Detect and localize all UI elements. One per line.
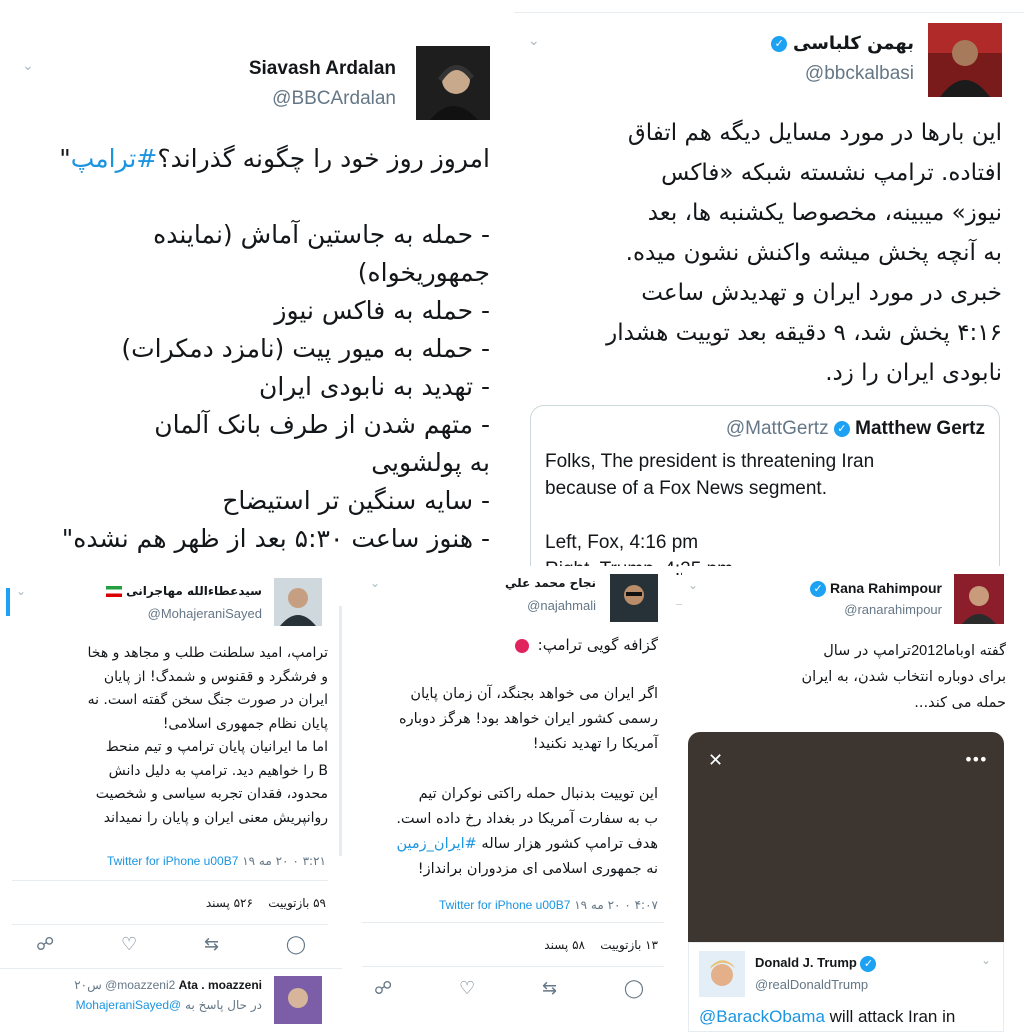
quote-line: Left, Fox, 4:16 pm (545, 532, 699, 553)
tweet-line: - متهم شدن از طرف بانک آلمان (154, 410, 490, 439)
tweet-line: نه جمهوری اسلامی ای مزدوران برانداز! (417, 861, 658, 877)
tweet-text (8, 642, 328, 830)
author-name-row (106, 584, 262, 598)
tweet-line: - حمله به جاستین آماش (نماینده (153, 220, 490, 249)
chevron-down-icon[interactable]: ⌄ (688, 578, 699, 592)
tweet-rana (682, 566, 1024, 1024)
tweet-line: نابودی ایران را زد. (825, 360, 1002, 386)
author-handle[interactable]: @BBCArdalan (272, 88, 396, 109)
like-icon[interactable]: ♡ (121, 934, 138, 955)
tweet-line: به آنچه پخش میشه واکنش نشون میده. (625, 240, 1002, 266)
hashtag-trump[interactable]: #ترامپ (70, 144, 158, 173)
tweet-line: روانپریش معنی ایران و پایان را نمیداند (103, 809, 328, 826)
tweet-stats (206, 896, 326, 910)
replying-to-row (76, 998, 262, 1012)
tweet-line: - تهدید به نابودی ایران (258, 372, 490, 401)
tweet-line: - هنوز ساعت ۵:۳۰ بعد از ظهر هم نشده" (61, 524, 490, 553)
quote-line: Folks, The president is threatening Iran (545, 451, 875, 472)
avatar[interactable] (416, 46, 490, 120)
tweet-time: ۴:۰۷ ۰ ۲۰ مه ۱۹ (574, 898, 658, 912)
more-icon[interactable]: ••• (963, 750, 986, 769)
embedded-tweet[interactable] (688, 942, 1004, 1032)
verified-badge-icon: ✓ (771, 36, 787, 52)
tweet-line: ۴:۱۶ پخش شد، ۹ دقیقه بعد توییت هشدار (606, 320, 1002, 346)
author-handle[interactable]: @najahmali (527, 598, 596, 613)
embed-name[interactable]: Donald J. Trump (755, 955, 857, 970)
video-player[interactable] (688, 732, 1004, 942)
embed-handle[interactable]: @realDonaldTrump (755, 977, 869, 992)
embed-text-rest: will attack Iran in (824, 1007, 956, 1026)
hashtag-iran-zamin[interactable]: #ایران_زمین (396, 836, 477, 852)
tweet-text (10, 140, 490, 558)
reply-handle[interactable]: @moazzeni2 (105, 978, 176, 992)
share-icon[interactable]: ☍ (36, 934, 55, 955)
tweet-line: ترامپ، امید سلطنت طلب و مجاهد و هخا (87, 645, 328, 661)
reply-icon[interactable]: ◯ (623, 978, 644, 999)
tweet-line: حمله می کند... (914, 695, 1006, 711)
tweet-line: پایان نظام جمهوری اسلامی! (162, 715, 328, 732)
tweet-mohajerani (0, 566, 342, 1024)
author-name-row (771, 33, 914, 54)
embed-mention[interactable]: @BarackObama (699, 1007, 825, 1026)
tweet-line: ب به سفارت آمریکا در بغداد رخ داده است. (396, 811, 658, 827)
chevron-down-icon[interactable]: ⌄ (16, 584, 27, 598)
like-count[interactable]: ۵۸ پسند (544, 938, 585, 952)
tweet-line-part: ترامپ در سال (823, 643, 912, 659)
tweet-line: و فرشگرد و ققنوس و شمدگ! از پایان (103, 668, 328, 685)
divider (362, 966, 664, 967)
chevron-down-icon[interactable]: ⌄ (528, 33, 540, 49)
tweet-najah (352, 566, 676, 1024)
avatar[interactable] (274, 578, 322, 626)
action-bar (36, 934, 306, 955)
tweet-heading (515, 636, 658, 654)
quote-author-row (726, 418, 985, 440)
tweet-line: محدود، فقدان تجربه سیاسی و شخصیت (95, 786, 328, 802)
heading-text: گزافه گویی ترامپ: (537, 636, 658, 654)
tweet-siavash (0, 24, 512, 558)
replying-to-label: در حال پاسخ به (185, 998, 262, 1012)
tweet-line: - حمله به فاکس نیوز (274, 296, 490, 325)
tweet-line: اگر ایران می خواهد بجنگد، آن زمان پایان (410, 686, 658, 702)
tweet-text (686, 638, 1006, 716)
avatar[interactable] (610, 574, 658, 622)
retweet-count[interactable]: ۵۹ بازتوییت (268, 896, 326, 910)
quote-line: because of a Fox News segment. (545, 478, 827, 499)
tweet-line: برای دوباره انتخاب شدن، به ایران (801, 669, 1006, 685)
tweet-line: - حمله به میور پیت (نامزد دمکرات) (121, 334, 490, 363)
tweet-stats (544, 938, 658, 952)
avatar[interactable] (928, 23, 1002, 97)
divider (362, 922, 664, 923)
chevron-down-icon[interactable]: ⌄ (370, 576, 381, 590)
like-count[interactable]: ۵۲۶ پسند (205, 896, 253, 910)
tweet-first-line: امروز روز خود را چگونه گذراند؟ (157, 144, 490, 173)
author-name-row (810, 580, 942, 597)
thread-indicator (6, 588, 10, 616)
retweet-icon[interactable]: ⇆ (541, 978, 558, 999)
reply-name[interactable]: Ata . moazzeni (178, 978, 262, 992)
tweet-source[interactable]: Twitter for iPhone u00B7 (106, 854, 239, 868)
like-icon[interactable]: ♡ (459, 978, 476, 999)
reply-author-row (74, 978, 262, 992)
replying-to-handle[interactable]: @MohajeraniSayed (75, 998, 182, 1012)
tweet-line: نیوز» میبینه، مخصوصا یکشنبه ها، بعد (647, 200, 1002, 226)
author-name[interactable]: سیدعطاءالله مهاجرانی (126, 584, 262, 598)
tweet-time: ۳:۲۱ ۰ ۲۰ مه ۱۹ (242, 854, 326, 868)
divider (0, 968, 342, 969)
verified-badge-icon: ✓ (834, 421, 850, 437)
tweet-line: هدف ترامپ کشور هزار ساله (476, 836, 658, 852)
tweet-text (522, 113, 1002, 393)
tweet-source[interactable]: Twitter for iPhone u00B7 (438, 898, 571, 912)
tweet-line: به پولشویی (371, 448, 490, 477)
action-bar (374, 978, 644, 999)
tweet-line: این توییت بدنبال حمله راکتی نوکران تیم (418, 786, 658, 802)
close-icon[interactable]: ✕ (708, 750, 724, 771)
quote-text (545, 448, 874, 583)
author-handle[interactable]: @MohajeraniSayed (147, 606, 262, 621)
tweet-line: رسمی کشور ایران خواهد بود! هرگز دوباره (399, 711, 658, 727)
tweet-line: جمهوریخواه) (357, 258, 490, 287)
tweet-line: خبری در مورد ایران و تهدیدش ساعت (641, 280, 1002, 306)
tweet-meta (439, 898, 658, 912)
chevron-down-icon[interactable]: ⌄ (980, 953, 991, 967)
tweet-line: ایران در صورت جنگ سخن گفته است. نه (87, 692, 328, 708)
panel-divider (339, 606, 342, 856)
author-handle[interactable]: @bbckalbasi (804, 63, 914, 84)
verified-badge-icon: ✓ (860, 956, 876, 972)
tweet-meta (107, 854, 326, 868)
author-handle[interactable]: @ranarahimpour (844, 602, 942, 617)
tweet-line: آمریکا را تهدید نکنید! (532, 736, 658, 752)
divider (12, 924, 328, 925)
quote-handle[interactable]: @MattGertz (725, 418, 829, 439)
tweet-line-part: گفته اوباما (943, 643, 1006, 659)
reply-icon[interactable]: ◯ (285, 934, 306, 955)
reply-avatar[interactable] (274, 976, 322, 1024)
retweet-icon[interactable]: ⇆ (203, 934, 220, 955)
tweet-year: 2012 (911, 643, 944, 659)
avatar[interactable] (954, 574, 1004, 624)
chevron-down-icon[interactable]: ⌄ (22, 58, 34, 74)
embed-avatar[interactable] (699, 951, 745, 997)
share-icon[interactable]: ☍ (374, 978, 393, 999)
divider (12, 880, 328, 881)
author-name[interactable]: بهمن کلباسی (792, 33, 914, 54)
red-dot-icon (515, 639, 529, 653)
tweet-text (358, 682, 658, 882)
embed-text (699, 1007, 955, 1027)
tweet-line: - سایه سنگین تر استیضاح (222, 486, 490, 515)
tweet-line: افتاده. ترامپ نشسته شبکه «فاکس (661, 160, 1002, 186)
quote-name[interactable]: Matthew Gertz (855, 418, 985, 439)
tweet-line: این بارها در مورد مسایل دیگه هم اتفاق (627, 120, 1002, 146)
retweet-count[interactable]: ۱۳ بازتوییت (600, 938, 658, 952)
tweet-line: اما ما ایرانیان پایان ترامپ و تیم منحط (105, 739, 328, 755)
verified-badge-icon: ✓ (810, 581, 826, 597)
author-name[interactable]: Rana Rahimpour (829, 580, 942, 596)
author-name[interactable]: نجاح محمد علي (505, 576, 596, 590)
open-quote: " (59, 144, 71, 173)
iran-flag-icon (106, 586, 122, 597)
author-name[interactable]: Siavash Ardalan (248, 58, 396, 79)
tweet-bahman (514, 12, 1024, 558)
reply-time: ۲۰س (74, 978, 102, 992)
tweet-line: B را خواهیم دید. ترامپ به دلیل دانش (108, 762, 328, 779)
embed-author-row (755, 955, 876, 972)
